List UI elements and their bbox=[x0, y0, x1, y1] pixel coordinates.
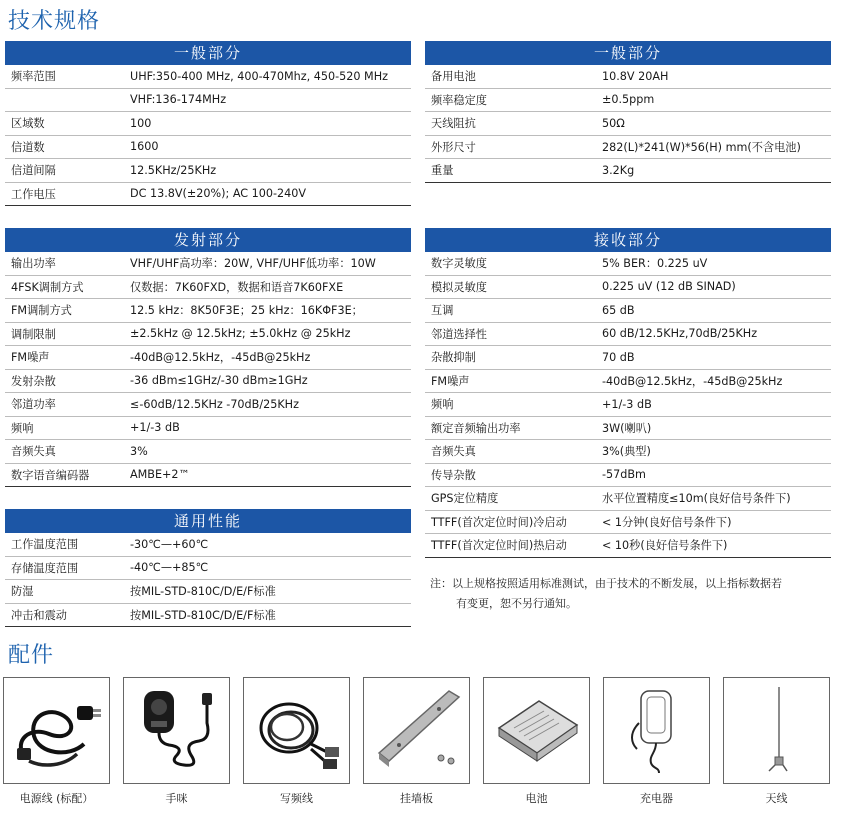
spec-value: 100 bbox=[130, 116, 152, 130]
spec-key: 重量 bbox=[431, 164, 454, 178]
spec-value: -57dBm bbox=[602, 468, 646, 482]
spec-key: 频响 bbox=[11, 421, 34, 435]
accessory-battery bbox=[483, 677, 590, 806]
accessory-label: 天线 bbox=[765, 792, 788, 805]
accessory-antenna bbox=[723, 677, 830, 806]
spec-key: 音频失真 bbox=[431, 445, 476, 459]
spec-title: 技术规格 bbox=[8, 9, 101, 34]
spec-key: 信道数 bbox=[11, 140, 45, 154]
spec-key: GPS定位精度 bbox=[431, 492, 499, 506]
spec-value: < 1分钟(良好信号条件下) bbox=[602, 515, 732, 529]
spec-row bbox=[5, 557, 411, 581]
general-perf-panel bbox=[5, 509, 411, 627]
spec-row bbox=[5, 393, 411, 417]
spec-key: 杂散抑制 bbox=[431, 351, 476, 365]
spec-value: -40℃—+85℃ bbox=[130, 561, 209, 575]
receive-header: 接收部分 bbox=[425, 228, 831, 252]
spec-key: 频率范围 bbox=[11, 70, 56, 84]
spec-key: 数字语音编码器 bbox=[11, 468, 90, 482]
spec-value: 12.5KHz/25KHz bbox=[130, 163, 217, 177]
spec-key: 频率稳定度 bbox=[431, 93, 487, 107]
spec-value: 60 dB/12.5KHz,70dB/25KHz bbox=[602, 327, 758, 341]
accessory-wall-bracket bbox=[363, 677, 470, 806]
spec-key: 输出功率 bbox=[11, 257, 56, 271]
spec-value: 3W(喇叭) bbox=[602, 421, 652, 435]
spec-key: TTFF(首次定位时间)冷启动 bbox=[431, 515, 567, 529]
spec-key: 数字灵敏度 bbox=[431, 257, 487, 271]
spec-key: 音频失真 bbox=[11, 445, 56, 459]
spec-key: 工作温度范围 bbox=[11, 538, 79, 552]
spec-row bbox=[425, 112, 831, 136]
spec-value: -36 dBm≤1GHz/-30 dBm≥1GHz bbox=[130, 374, 308, 388]
accessory-charger bbox=[603, 677, 710, 806]
spec-key: 4FSK调制方式 bbox=[11, 280, 84, 294]
spec-row bbox=[5, 533, 411, 557]
spec-value: 3.2Kg bbox=[602, 163, 635, 177]
spec-value: -40dB@12.5kHz，-45dB@25kHz bbox=[602, 374, 783, 388]
spec-key: 互调 bbox=[431, 304, 454, 318]
accessories-title: 配件 bbox=[8, 643, 55, 668]
transmit-rows bbox=[5, 252, 411, 487]
spec-key: FM调制方式 bbox=[11, 304, 72, 318]
spec-row bbox=[425, 299, 831, 323]
spec-key: 防湿 bbox=[11, 585, 34, 599]
spec-row bbox=[425, 370, 831, 394]
spec-value: 65 dB bbox=[602, 303, 635, 317]
spec-key: 邻道功率 bbox=[11, 398, 56, 412]
spec-key: 发射杂散 bbox=[11, 374, 56, 388]
spec-key: 额定音频输出功率 bbox=[431, 421, 521, 435]
charger-icon bbox=[603, 677, 710, 784]
receive-rows bbox=[425, 252, 831, 558]
spec-row bbox=[425, 534, 831, 558]
spec-row bbox=[5, 464, 411, 488]
spec-row bbox=[5, 89, 411, 113]
spec-row bbox=[5, 370, 411, 394]
spec-note bbox=[430, 574, 830, 614]
spec-value: +1/-3 dB bbox=[602, 397, 652, 411]
accessory-handheld-mic bbox=[123, 677, 230, 806]
spec-key: 工作电压 bbox=[11, 187, 56, 201]
spec-value: 12.5 kHz：8K50F3E；25 kHz：16KΦF3E； bbox=[130, 304, 363, 318]
spec-value: 5% BER：0.225 uV bbox=[602, 257, 708, 271]
spec-row bbox=[5, 580, 411, 604]
spec-row bbox=[425, 276, 831, 300]
spec-row bbox=[5, 417, 411, 441]
spec-value: AMBE+2™ bbox=[130, 468, 190, 482]
spec-row bbox=[5, 183, 411, 207]
spec-key: 邻道选择性 bbox=[431, 327, 487, 341]
accessory-programming-cable bbox=[243, 677, 350, 806]
general-right-header: 一般部分 bbox=[425, 41, 831, 65]
spec-row bbox=[5, 276, 411, 300]
spec-row bbox=[425, 393, 831, 417]
spec-row bbox=[5, 604, 411, 628]
spec-key: 频响 bbox=[431, 398, 454, 412]
spec-row bbox=[425, 417, 831, 441]
general-left-panel bbox=[5, 41, 411, 206]
spec-row bbox=[5, 112, 411, 136]
spec-value: 50Ω bbox=[602, 116, 625, 130]
note-line-1: 注：以上规格按照适用标准测试，由于技术的不断发展，以上指标数据若 bbox=[430, 577, 782, 590]
spec-key: 区域数 bbox=[11, 117, 45, 131]
spec-row bbox=[425, 136, 831, 160]
spec-value: VHF/UHF高功率：20W, VHF/UHF低功率：10W bbox=[130, 257, 376, 271]
spec-value: ≤-60dB/12.5KHz -70dB/25KHz bbox=[130, 397, 299, 411]
antenna-icon bbox=[723, 677, 830, 784]
spec-value: ±2.5kHz @ 12.5kHz; ±5.0kHz @ 25kHz bbox=[130, 327, 351, 341]
general-left-rows bbox=[5, 65, 411, 206]
accessory-label: 充电器 bbox=[640, 792, 673, 805]
spec-key: 天线阻抗 bbox=[431, 117, 476, 131]
note-line-2: 有变更，恕不另行通知。 bbox=[456, 597, 577, 610]
spec-key: FM噪声 bbox=[11, 351, 50, 365]
accessory-label: 挂墙板 bbox=[400, 792, 433, 805]
spec-value: +1/-3 dB bbox=[130, 421, 180, 435]
spec-key: 调制限制 bbox=[11, 327, 56, 341]
spec-key: TTFF(首次定位时间)热启动 bbox=[431, 539, 567, 553]
spec-key: 冲击和震动 bbox=[11, 608, 67, 622]
spec-row bbox=[5, 323, 411, 347]
spec-key: 传导杂散 bbox=[431, 468, 476, 482]
accessory-label: 电源线 (标配） bbox=[19, 792, 94, 805]
accessory-label: 手咪 bbox=[165, 792, 188, 805]
spec-key: 存储温度范围 bbox=[11, 561, 79, 575]
general-right-rows bbox=[425, 65, 831, 183]
spec-row bbox=[425, 487, 831, 511]
spec-row bbox=[5, 346, 411, 370]
spec-value: < 10秒(良好信号条件下) bbox=[602, 539, 728, 553]
spec-value: 70 dB bbox=[602, 350, 635, 364]
spec-row bbox=[425, 511, 831, 535]
transmit-header: 发射部分 bbox=[5, 228, 411, 252]
receive-panel bbox=[425, 228, 831, 558]
general-perf-header: 通用性能 bbox=[5, 509, 411, 533]
spec-row bbox=[425, 464, 831, 488]
spec-value: ±0.5ppm bbox=[602, 93, 655, 107]
spec-value: 1600 bbox=[130, 140, 159, 154]
spec-row bbox=[5, 65, 411, 89]
spec-key: 备用电池 bbox=[431, 70, 476, 84]
spec-value: 按MIL-STD-810C/D/E/F标准 bbox=[130, 585, 276, 599]
spec-value: 水平位置精度≤10m(良好信号条件下) bbox=[602, 492, 791, 506]
accessory-label: 电池 bbox=[525, 792, 548, 805]
spec-value: 10.8V 20AH bbox=[602, 69, 669, 83]
spec-row bbox=[5, 159, 411, 183]
spec-row bbox=[425, 440, 831, 464]
spec-row bbox=[425, 252, 831, 276]
general-left-header: 一般部分 bbox=[5, 41, 411, 65]
spec-row bbox=[425, 89, 831, 113]
spec-key: 模拟灵敏度 bbox=[431, 280, 487, 294]
accessory-power-cord bbox=[3, 677, 110, 806]
spec-row bbox=[5, 299, 411, 323]
spec-value: 282(L)*241(W)*56(H) mm(不含电池) bbox=[602, 140, 801, 154]
spec-value: 3%(典型) bbox=[602, 445, 651, 459]
battery-icon bbox=[483, 677, 590, 784]
power-cord-icon bbox=[3, 677, 110, 784]
spec-row bbox=[5, 136, 411, 160]
accessory-label: 写频线 bbox=[280, 792, 313, 805]
spec-key: 信道间隔 bbox=[11, 164, 56, 178]
spec-row bbox=[5, 252, 411, 276]
spec-key: 外形尺寸 bbox=[431, 140, 476, 154]
spec-key: FM噪声 bbox=[431, 374, 470, 388]
spec-value: -30℃—+60℃ bbox=[130, 537, 209, 551]
spec-row bbox=[425, 323, 831, 347]
spec-row bbox=[425, 346, 831, 370]
spec-value: 3% bbox=[130, 444, 148, 458]
handheld-mic-icon bbox=[123, 677, 230, 784]
spec-value: 0.225 uV (12 dB SINAD) bbox=[602, 280, 736, 294]
general-perf-rows bbox=[5, 533, 411, 627]
programming-cable-icon bbox=[243, 677, 350, 784]
spec-row bbox=[425, 159, 831, 183]
wall-bracket-icon bbox=[363, 677, 470, 784]
spec-value: UHF:350-400 MHz, 400-470Mhz, 450-520 MHz bbox=[130, 69, 388, 83]
spec-value: VHF:136-174MHz bbox=[130, 93, 227, 107]
spec-value: -40dB@12.5kHz，-45dB@25kHz bbox=[130, 351, 311, 365]
transmit-panel bbox=[5, 228, 411, 487]
spec-value: 仅数据：7K60FXD，数据和语音7K60FXE bbox=[130, 280, 344, 294]
spec-value: 按MIL-STD-810C/D/E/F标准 bbox=[130, 608, 276, 622]
spec-value: DC 13.8V(±20%); AC 100-240V bbox=[130, 187, 307, 201]
spec-row bbox=[425, 65, 831, 89]
general-right-panel bbox=[425, 41, 831, 183]
spec-row bbox=[5, 440, 411, 464]
